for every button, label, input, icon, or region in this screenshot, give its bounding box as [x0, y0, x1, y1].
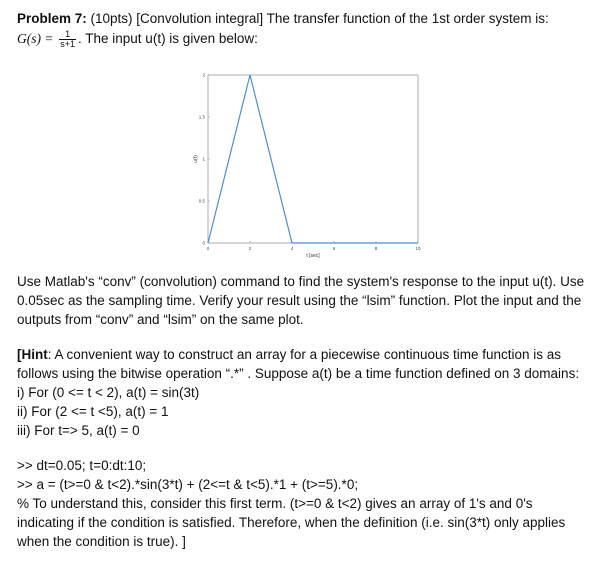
- hint-case-3: iii) For t=> 5, a(t) = 0: [17, 423, 140, 438]
- y-tick-label: 1: [202, 156, 205, 162]
- x-tick-label: 6: [332, 246, 336, 251]
- hint-block: [17, 345, 579, 440]
- y-tick-label: 2: [202, 72, 205, 78]
- input-signal-plot: [183, 63, 433, 258]
- y-tick-label: 1.5: [198, 114, 205, 120]
- y-tick-label: 0: [202, 240, 205, 246]
- instructions-line-1: Use Matlab's “conv” (convolution) command to find the system's response to the input u(t). Use: [17, 274, 585, 289]
- x-tick-label: 0: [206, 246, 210, 251]
- fraction-denominator: s+1: [60, 38, 76, 49]
- x-tick-label: 10: [415, 246, 421, 251]
- x-tick-label: 8: [374, 246, 378, 251]
- y-tick-label: 0.5: [198, 198, 205, 204]
- instructions-line-2: 0.05sec as the sampling time. Verify your result using the “lsim” function. Plot the input and the: [17, 293, 582, 308]
- code-block: [17, 456, 565, 551]
- plot-axes-box: [208, 75, 418, 243]
- hint-line-1: [17, 345, 579, 364]
- instructions-line-3: outputs from “conv” and “lsim” on the same plot.: [17, 312, 304, 327]
- hint-case-2: ii) For (2 <= t <5), a(t) = 1: [17, 404, 169, 419]
- hint-line-2: follows using the bitwise operation “.*” . Suppose a(t) be a time function defined on 3 domains:: [17, 366, 580, 381]
- code-line-1: >> dt=0.05; t=0:dt:10;: [17, 458, 147, 473]
- code-comment-2: indicating if the condition is satisfied. Therefore, when the definition (i.e. sin(3*t) only applies: [17, 515, 566, 530]
- instructions-paragraph: [17, 272, 584, 329]
- hint-case-1: i) For (0 <= t < 2), a(t) = sin(3t): [17, 385, 200, 400]
- transfer-function-line: [17, 29, 258, 49]
- x-axis-label: t [sec]: [306, 253, 320, 258]
- problem-label: Problem 7:: [17, 11, 87, 26]
- problem-intro: (10pts) [Convolution integral] The transfer function of the 1st order system is:: [86, 11, 549, 26]
- hint-label: [Hint: [17, 347, 48, 362]
- transfer-function-lhs: G(s) =: [17, 31, 54, 46]
- y-axis-label: u(t): [193, 155, 199, 163]
- code-line-2: >> a = (t>=0 & t<2).*sin(3*t) + (2<=t & t<5).*1 + (t>=5).*0;: [17, 477, 359, 492]
- problem-statement: [17, 9, 549, 28]
- x-tick-label: 4: [290, 246, 294, 251]
- fraction-numerator: 1: [59, 30, 76, 40]
- code-comment-3: when the condition is true). ]: [17, 534, 186, 549]
- hint-line-1-text: : A convenient way to construct an array for a piecewise continuous time function is as: [47, 347, 562, 362]
- x-tick-label: 2: [248, 246, 252, 251]
- transfer-function-fraction: [59, 30, 76, 49]
- transfer-function-rest: . The input u(t) is given below:: [78, 31, 258, 46]
- code-comment-1: % To understand this, consider this first term. (t>=0 & t<2) gives an array of 1's and 0's: [17, 496, 533, 511]
